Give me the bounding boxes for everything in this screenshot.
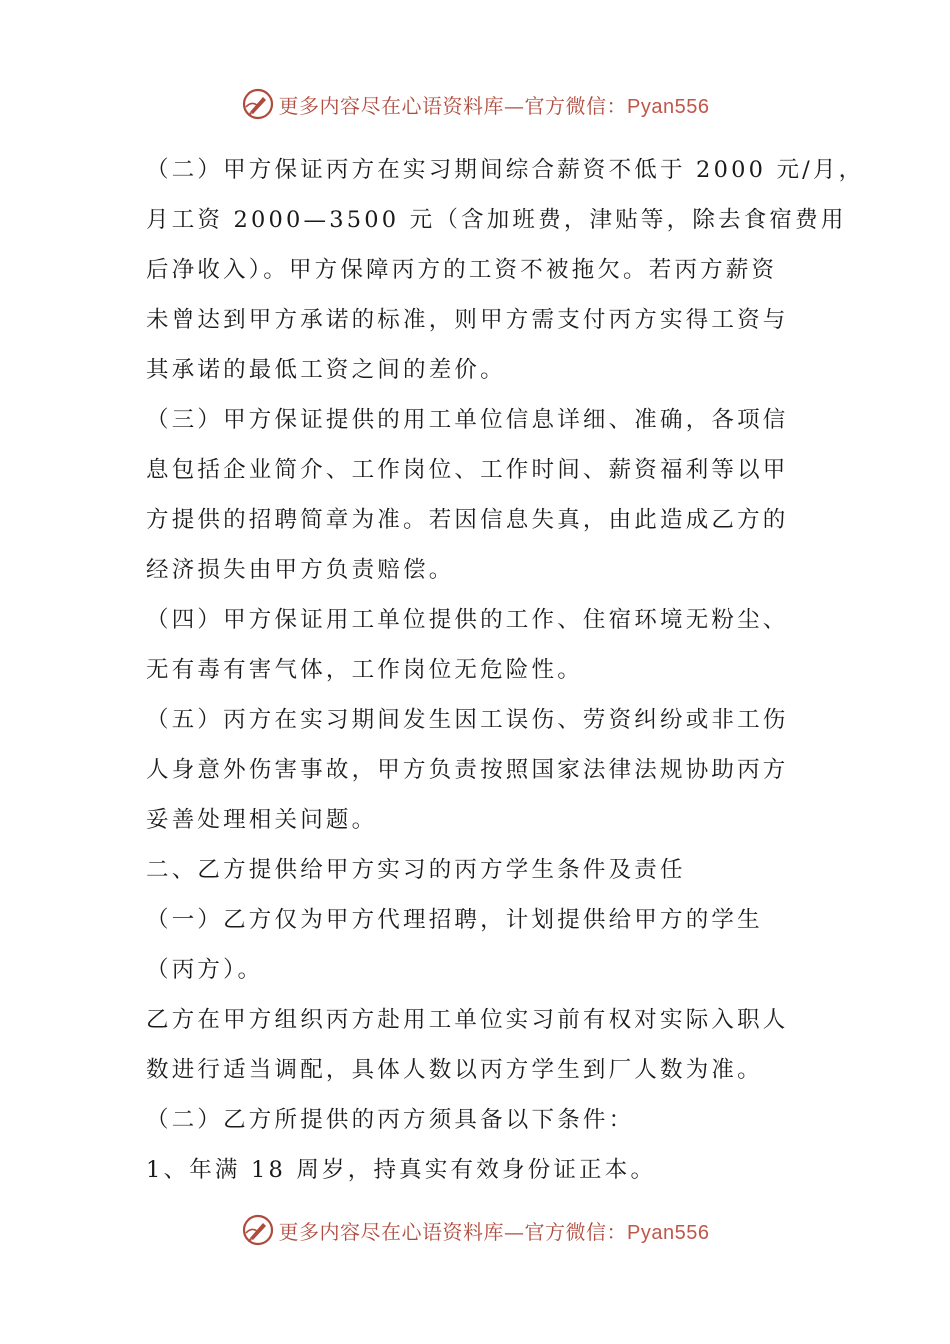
- footer-wechat-id: Pyan556: [627, 1221, 710, 1244]
- footer-banner-label: 更多内容尽在心语资料库—官方微信：: [278, 1219, 628, 1244]
- text-line: 1、年满 18 周岁，持真实有效身份证正本。: [146, 1157, 657, 1183]
- text-line: （丙方）。: [146, 957, 264, 983]
- document-body: [146, 145, 865, 1195]
- header-banner: [0, 84, 950, 124]
- text-line: 妥善处理相关问题。: [146, 807, 378, 833]
- footer-banner-text: [279, 1216, 710, 1245]
- text-line: （二）甲方保证丙方在实习期间综合薪资不低于 2000 元/月，: [146, 157, 865, 183]
- text-line: 无有毒有害气体，工作岗位无危险性。: [146, 657, 583, 683]
- text-line: 经济损失由甲方负责赔偿。: [146, 557, 455, 583]
- header-banner-text: [279, 90, 710, 119]
- text-line: 月工资 2000—3500 元（含加班费，津贴等，除去食宿费用: [146, 207, 847, 233]
- section-heading: 二、乙方提供给甲方实习的丙方学生条件及责任: [146, 857, 686, 883]
- text-line: （四）甲方保证用工单位提供的工作、住宿环境无粉尘、: [146, 607, 789, 633]
- text-line: 人身意外伤害事故，甲方负责按照国家法律法规协助丙方: [146, 757, 789, 783]
- text-line: （二）乙方所提供的丙方须具备以下条件：: [146, 1107, 635, 1133]
- text-line: 未曾达到甲方承诺的标准，则甲方需支付丙方实得工资与: [146, 307, 789, 333]
- footer-banner: [0, 1210, 950, 1250]
- text-line: 数进行适当调配，具体人数以丙方学生到厂人数为准。: [146, 1057, 763, 1083]
- header-banner-label: 更多内容尽在心语资料库—官方微信：: [278, 93, 628, 118]
- pen-logo-icon: [241, 87, 275, 121]
- text-line: 其承诺的最低工资之间的差价。: [146, 357, 506, 383]
- text-line: （三）甲方保证提供的用工单位信息详细、准确，各项信: [146, 407, 789, 433]
- text-line: （五）丙方在实习期间发生因工误伤、劳资纠纷或非工伤: [146, 707, 789, 733]
- text-line: 息包括企业简介、工作岗位、工作时间、薪资福利等以甲: [146, 457, 789, 483]
- text-line: （一）乙方仅为甲方代理招聘，计划提供给甲方的学生: [146, 907, 763, 933]
- header-wechat-id: Pyan556: [627, 95, 710, 118]
- text-line: 乙方在甲方组织丙方赴用工单位实习前有权对实际入职人: [146, 1007, 789, 1033]
- text-line: 方提供的招聘简章为准。若因信息失真，由此造成乙方的: [146, 507, 789, 533]
- pen-logo-icon: [241, 1213, 275, 1247]
- text-line: 后净收入）。甲方保障丙方的工资不被拖欠。若丙方薪资: [146, 257, 778, 283]
